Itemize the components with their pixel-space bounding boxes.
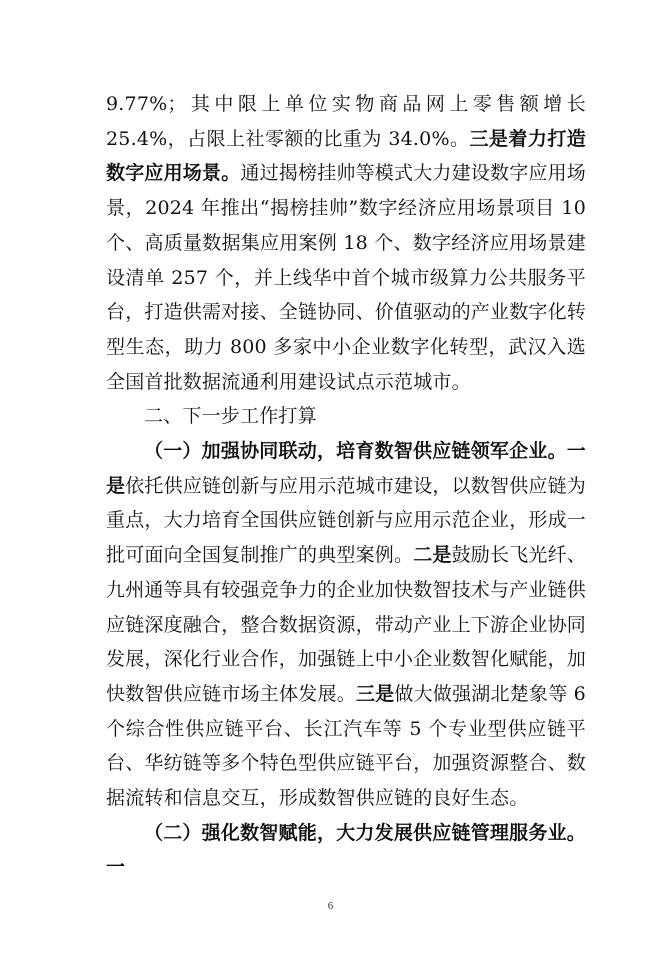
bold-lead: 二是	[413, 544, 452, 567]
section-heading: 二、下一步工作打算	[144, 405, 317, 428]
item-2-title: （二）强化数智赋能，大力发展供应链管理服务业。	[144, 821, 586, 844]
paragraph-item-2	[106, 816, 586, 885]
paragraph-digital-scenarios	[106, 87, 586, 399]
body-text	[106, 87, 586, 885]
paragraph-text: 9.77%；其中限上单位实物商品网上零售额增长 25.4%，占限上社零额的比重为 34.0%。	[106, 93, 586, 150]
bold-lead: 三是着力打造数字应用场景。	[106, 127, 586, 185]
paragraph-text: 依托供应链创新与应用示范城市建设，以数智供应链为重点，大力培育全国供应链创新与应用示范企业，形成一批可面向全国复制推广的典型案例。	[106, 474, 587, 567]
paragraph-text: 通过揭榜挂帅等模式大力建设数字应用场景，2024 年推出“揭榜挂帅”数字经济应用场景项目 10 个、高质量数据集应用案例 18 个、数字经济应用场景建设清单 257 个，并上线华中首个城市级算力公共服务平台，打造供需对接、全链协同、价值驱动的产业数字化转型生态，助力 800 多家中小企业数字化转型，武汉入选全国首批数据流通利用建设试点示范城市。	[106, 162, 587, 393]
bold-lead: 三是	[355, 682, 395, 705]
paragraph-text: 做大做强湖北楚象等 6 个综合性供应链平台、长江汽车等 5 个专业型供应链平台、华纺链等多个特色型供应链平台，加强资源整合、数据流转和信息交互，形成数智供应链的良好生态。	[106, 682, 587, 810]
paragraph-text: 鼓励长飞光纤、九州通等具有较强竞争力的企业加快数智技术与产业链供应链深度融合，整合数据资源，带动产业上下游企业协同发展，深化行业合作，加强链上中小企业数智化赋能，加快数智供应链市场主体发展。	[106, 544, 587, 705]
item-1-title: （一）加强协同联动，培育数智供应链领军企业。	[144, 440, 567, 463]
bold-lead: 一	[106, 856, 126, 879]
bold-lead: 一是	[106, 440, 586, 497]
page-number: 6	[327, 900, 334, 912]
paragraph-item-1	[106, 434, 586, 816]
